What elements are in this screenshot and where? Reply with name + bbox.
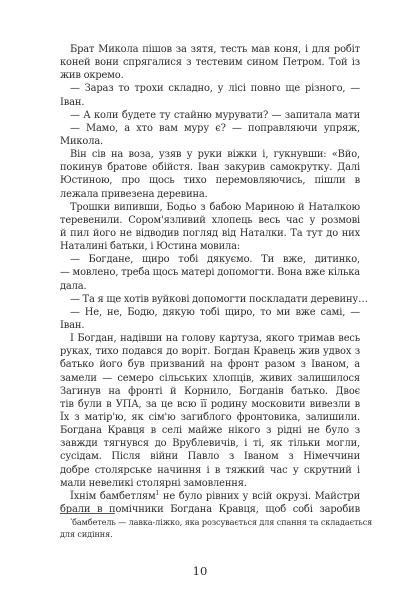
text-line: дала. (60, 280, 87, 292)
text-line: — Та я ще хотів вуйкові допомогти поскладати деревину… (70, 293, 368, 305)
footnote-marker: ¹ (70, 518, 73, 524)
text-line: — Богдане, щиро тобі дякуємо. Ти вже, дитинко, (70, 254, 360, 266)
text-line: руках, тихо подався до воріт. Богдан Кравець жив удвох з (60, 346, 360, 358)
text-line: жив окремо. (60, 70, 124, 82)
text-line: Їхнім бамбетлям$^1$ не було рівних у всій окрузі. Майстри (70, 489, 360, 502)
text-line: коней вони спрягалися з тестевим сином Петром. Той із (60, 57, 360, 69)
text-line: Іван. (60, 96, 85, 108)
page-body (60, 43, 368, 516)
text-line: — Зараз то трохи складно, у лісі повно ще різного, — (70, 83, 360, 95)
text-line: замели — семеро сільських хлопців, живих залишилося (60, 372, 360, 384)
text-line: Іван. (60, 319, 85, 331)
text-line: Богдана Кравця в селі майже нікого з рідні не було з (60, 425, 360, 437)
text-line: Він сів на воза, узяв у руки віжки і, гукнувши: «Вйо, (70, 149, 360, 161)
page-number: 10 (192, 564, 208, 578)
text-line: мали невеликі столярні замовлення. (60, 477, 247, 489)
text-line: теревенили. Сором'язливий хлопець весь час у розмові (60, 214, 360, 226)
text-line: покинув братове обійстя. Іван закурив самокрутку. Далі (60, 162, 360, 174)
text-line: Микола. (60, 135, 104, 147)
footnote-text-2: для сидіння. (60, 528, 113, 539)
footnote (60, 517, 373, 540)
text-line: й пил його не відводив погляд від Наталки. Та тут до них (60, 227, 360, 239)
footnote-text-1: бамбетель — лавка-ліжко, яка розсувається для спання та складається (72, 517, 373, 527)
text-line: Юстиною, про щось тихо перемовляючись, пішли в (60, 175, 360, 187)
text-line: Їх з матір'ю, як сім'ю загиблого фронтовика, залишили. (60, 411, 360, 423)
footnote-reference: 1 (155, 489, 160, 497)
text-line: добре столярське начиння і в тяжкий час у скрутний і (60, 464, 360, 476)
text-line: батько його був призваний на фронт разом з Іваном, а (60, 359, 360, 371)
text-line: — А коли будете ту стайню мурувати? — запитала мати (70, 109, 360, 121)
text-line: — мовлено, треба щось матері допомогти. Вона вже кілька (60, 267, 360, 279)
text-line: брали в помічники Богдана Кравця, щоб собі заробив (60, 503, 360, 515)
text-line: лежала привезена деревина. (60, 188, 208, 200)
text-line: завжди тягнувся до Врублевичів, і ті, як тільки могли, (60, 438, 360, 450)
footnote-divider (60, 513, 115, 514)
text-line: І Богдан, надівши на голову картуза, якого тримав весь (70, 333, 360, 345)
text-line: Загинув на фронті й Корнило, Богданів батько. Двоє (60, 385, 360, 397)
text-line: Брат Микола пішов за зятя, тесть мав коня, і для робіт (70, 44, 360, 55)
text-line: сусідам. Після війни Павло з Іваном з Німеччини (60, 451, 360, 463)
footnote-line-1 (70, 517, 373, 529)
text-line: — Мамо, а хто вам муру є? — поправляючи упряж, (70, 122, 360, 134)
text-line: — Не, не, Бодю, дякую тобі щиро, то ми вже самі, — (70, 306, 360, 318)
text-line: Наталині батьки, і Юстина мовила: (60, 241, 241, 253)
text-line: тів були в УПА, за це всю її родину московити вивезли в (60, 398, 360, 410)
text-line: Трошки випивши, Бодьо з бабою Мариною й Наталкою (70, 201, 360, 213)
